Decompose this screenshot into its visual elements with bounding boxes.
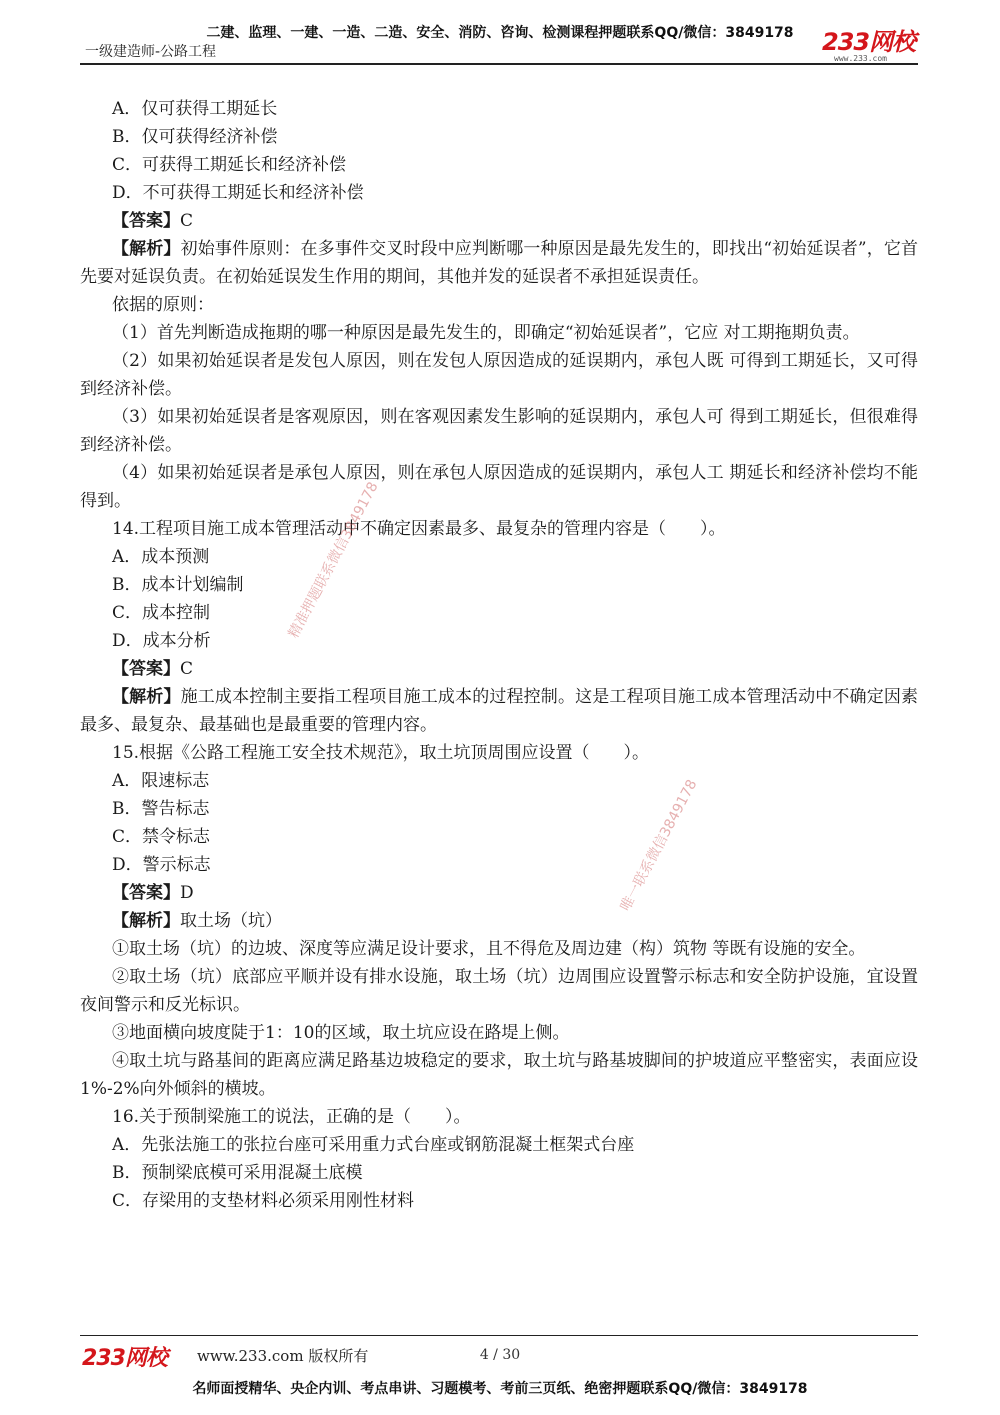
answer-tag: 【答案】 <box>112 883 180 903</box>
q14-answer <box>80 655 918 683</box>
q14-option-b: B．成本计划编制 <box>112 575 244 595</box>
analysis-tag: 【解析】 <box>112 239 181 259</box>
brand-logo-site: www.233.com <box>834 54 887 63</box>
q14-option-d: D．成本分析 <box>112 631 211 651</box>
header-divider <box>80 63 918 65</box>
q14-analysis <box>80 683 918 739</box>
q16-option-c: C．存梁用的支垫材料必须采用刚性材料 <box>112 1191 415 1211</box>
page-content <box>80 95 918 1215</box>
page-number: 4 / 30 <box>479 1347 521 1363</box>
q16-option-b: B．预制梁底模可采用混凝土底模 <box>112 1163 363 1183</box>
watermark: 唯一联系微信3849178 <box>617 777 701 914</box>
q15-option-c: C．禁令标志 <box>112 827 211 847</box>
q14-option-a: A．成本预测 <box>112 547 210 567</box>
q15-point-2: ②取土场（坑）底部应平顺并设有排水设施，取土场（坑）边周围应设置警示标志和安全防护设施，宜设置夜间警示和反光标识。 <box>80 967 918 1015</box>
q15-answer <box>80 879 918 907</box>
footer-logo: 233网校 <box>82 1346 167 1371</box>
q16-stem: 16.关于预制梁施工的说法，正确的是（ ）。 <box>112 1107 471 1127</box>
analysis-text: 取土场（坑） <box>180 911 282 931</box>
footer-banner: 名师面授精华、央企内训、考点串讲、习题模考、考前三页纸、绝密押题联系QQ/微信：3849178 <box>192 1381 808 1397</box>
q14-stem: 14.工程项目施工成本管理活动中不确定因素最多、最复杂的管理内容是（ ）。 <box>112 519 726 539</box>
analysis-tag: 【解析】 <box>112 911 180 931</box>
q15-point-1: ①取土场（坑）的边坡、深度等应满足设计要求，且不得危及周边建（构）筑物 等既有设施的安全。 <box>112 939 866 959</box>
q13-basis: 依据的原则： <box>112 295 214 315</box>
answer-tag: 【答案】 <box>112 211 180 231</box>
q13-point-1: （1）首先判断造成拖期的哪一种原因是最先发生的，即确定“初始延误者”，它应 对工期拖期负责。 <box>112 323 860 343</box>
q15-stem: 15.根据《公路工程施工安全技术规范》，取土坑顶周围应设置（ ）。 <box>112 743 650 763</box>
footer-copyright: www.233.com 版权所有 <box>197 1347 369 1365</box>
analysis-text: 施工成本控制主要指工程项目施工成本的过程控制。这是工程项目施工成本管理活动中不确定因素最多、最复杂、最基础也是最重要的管理内容。 <box>80 687 918 735</box>
header-banner: 二建、监理、一建、一造、二造、安全、消防、咨询、检测课程押题联系QQ/微信：3849178 <box>206 25 794 41</box>
q14-option-c: C．成本控制 <box>112 603 211 623</box>
q13-option-c: C．可获得工期延长和经济补偿 <box>112 155 347 175</box>
q15-point-4: ④取土坑与路基间的距离应满足路基边坡稳定的要求，取土坑与路基坡脚间的护坡道应平整密实，表面应设1%-2%向外倾斜的横坡。 <box>80 1051 918 1099</box>
q15-option-b: B．警告标志 <box>112 799 210 819</box>
q15-point-3: ③地面横向坡度陡于1：10的区域，取土坑应设在路堤上侧。 <box>112 1023 570 1043</box>
q13-point-4: （4）如果初始延误者是承包人原因，则在承包人原因造成的延误期内，承包人工 期延长和经济补偿均不能得到。 <box>80 463 918 511</box>
brand-logo-mark: 233网校 <box>822 28 916 56</box>
q13-point-2: （2）如果初始延误者是发包人原因，则在发包人原因造成的延误期内，承包人既 可得到工期延长，又可得到经济补偿。 <box>80 351 918 399</box>
answer-value: C <box>180 211 194 231</box>
answer-value: D <box>180 883 194 903</box>
answer-tag: 【答案】 <box>112 659 180 679</box>
analysis-text: 初始事件原则：在多事件交叉时段中应判断哪一种原因是最先发生的，即找出“初始延误者”，它首先要对延误负责。在初始延误发生作用的期间，其他并发的延误者不承担延误责任。 <box>80 239 918 287</box>
q15-option-a: A．限速标志 <box>112 771 210 791</box>
subject-title: 一级建造师-公路工程 <box>85 44 217 60</box>
brand-logo <box>822 30 922 66</box>
q13-option-a: A．仅可获得工期延长 <box>112 99 278 119</box>
q13-point-3: （3）如果初始延误者是客观原因，则在客观因素发生影响的延误期内，承包人可 得到工期延长，但很难得到经济补偿。 <box>80 407 918 455</box>
answer-value: C <box>180 659 194 679</box>
q16-option-a: A．先张法施工的张拉台座可采用重力式台座或钢筋混凝土框架式台座 <box>112 1135 635 1155</box>
q15-analysis <box>80 907 918 935</box>
q13-option-d: D．不可获得工期延长和经济补偿 <box>112 183 364 203</box>
q13-analysis <box>80 235 918 291</box>
watermark: 精准押题联系微信3849178 <box>285 479 382 641</box>
analysis-tag: 【解析】 <box>112 687 181 707</box>
q13-answer <box>80 207 918 235</box>
footer-divider <box>80 1335 918 1336</box>
q15-option-d: D．警示标志 <box>112 855 211 875</box>
q13-option-b: B．仅可获得经济补偿 <box>112 127 278 147</box>
